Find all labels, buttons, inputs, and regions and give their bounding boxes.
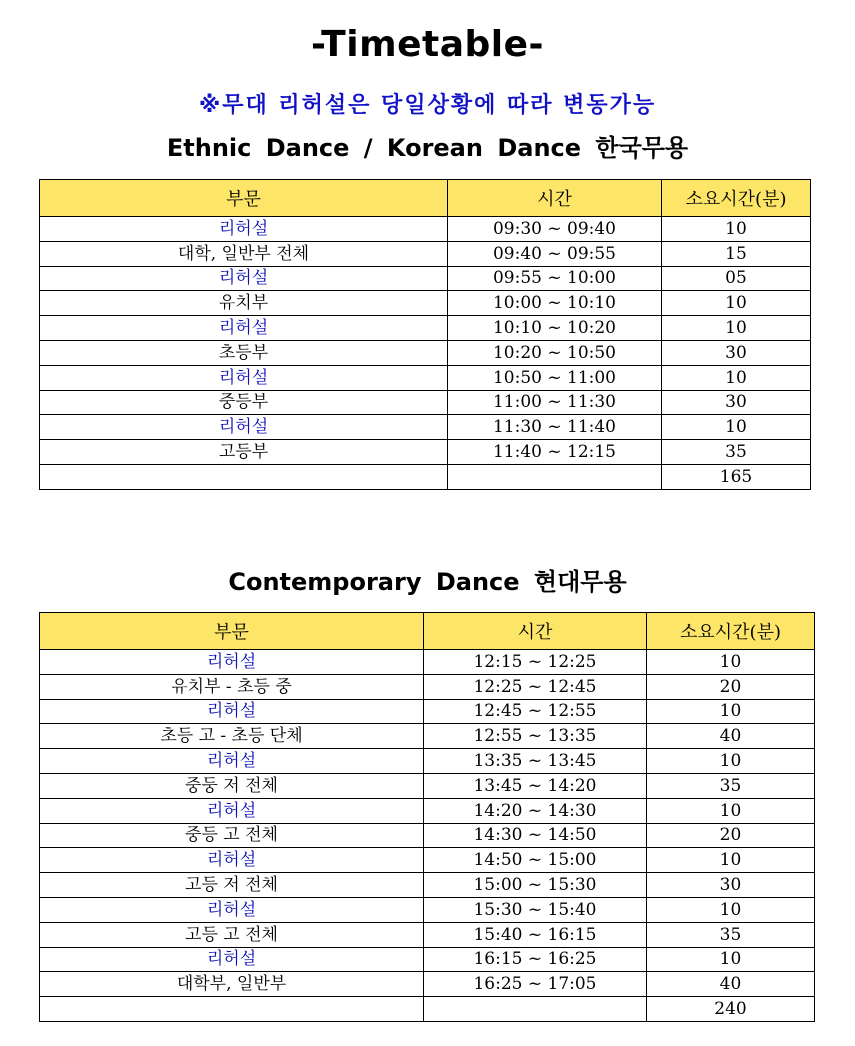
header-division: 부문 [40,180,448,217]
division-cell: 유치부 - 초등 중 [40,674,424,699]
table-row [40,749,815,774]
division-cell: 중둥 저 전체 [40,773,424,798]
duration-cell: 10 [647,798,815,823]
header-time: 시간 [448,180,662,217]
duration-cell: 20 [647,674,815,699]
table-row [40,798,815,823]
header-division: 부문 [40,613,424,650]
division-cell: 고등 고 전체 [40,922,424,947]
table-row [40,724,815,749]
division-cell: 리허설 [40,316,448,341]
time-cell: 09:30 ~ 09:40 [448,217,662,242]
time-cell: 09:55 ~ 10:00 [448,266,662,291]
table-header-row [40,613,815,650]
timetable-contemporary [39,612,815,1022]
duration-cell: 30 [662,390,811,415]
duration-cell: 35 [647,773,815,798]
table-row [40,947,815,972]
table-row [40,773,815,798]
table-row [40,848,815,873]
time-cell: 09:40 ~ 09:55 [448,241,662,266]
section-heading-contemporary: Contemporary Dance 현대무용 [228,568,627,596]
table-row [40,365,811,390]
division-cell: 대학, 일반부 전체 [40,241,448,266]
division-cell: 초등 고 - 초등 단체 [40,724,424,749]
table-header-row [40,180,811,217]
table-row [40,873,815,898]
table-row [40,316,811,341]
division-cell: 고등부 [40,440,448,465]
time-cell: 11:30 ~ 11:40 [448,415,662,440]
table-row [40,266,811,291]
table-row [40,897,815,922]
total-row [40,997,815,1022]
division-cell: 중등부 [40,390,448,415]
empty-cell [40,997,424,1022]
table-row [40,217,811,242]
section-heading-ethnic: Ethnic Dance / Korean Dance 한국무용 [166,134,689,162]
duration-cell: 10 [662,415,811,440]
division-cell: 리허설 [40,415,448,440]
duration-cell: 10 [647,848,815,873]
header-duration: 소요시간(분) [662,180,811,217]
duration-cell: 10 [647,650,815,675]
table-row [40,674,815,699]
empty-cell [40,464,448,489]
duration-cell: 10 [662,217,811,242]
duration-cell: 05 [662,266,811,291]
division-cell: 리허설 [40,699,424,724]
duration-cell: 20 [647,823,815,848]
duration-cell: 15 [662,241,811,266]
division-cell: 리허설 [40,650,424,675]
header-time: 시간 [424,613,647,650]
time-cell: 13:45 ~ 14:20 [424,773,647,798]
time-cell: 16:15 ~ 16:25 [424,947,647,972]
time-cell: 10:00 ~ 10:10 [448,291,662,316]
time-cell: 15:40 ~ 16:15 [424,922,647,947]
total-row [40,464,811,489]
time-cell: 12:45 ~ 12:55 [424,699,647,724]
time-cell: 14:20 ~ 14:30 [424,798,647,823]
rehearsal-notice: ※무대 리허설은 당일상황에 따라 변동가능 [198,93,657,118]
total-minutes: 165 [662,464,811,489]
duration-cell: 35 [647,922,815,947]
division-cell: 대학부, 일반부 [40,972,424,997]
duration-cell: 10 [647,947,815,972]
duration-cell: 35 [662,440,811,465]
time-cell: 12:15 ~ 12:25 [424,650,647,675]
duration-cell: 10 [647,897,815,922]
duration-cell: 40 [647,972,815,997]
table-row [40,340,811,365]
time-cell: 12:25 ~ 12:45 [424,674,647,699]
duration-cell: 10 [662,291,811,316]
duration-cell: 40 [647,724,815,749]
time-cell: 13:35 ~ 13:45 [424,749,647,774]
duration-cell: 10 [662,365,811,390]
time-cell: 16:25 ~ 17:05 [424,972,647,997]
duration-cell: 30 [662,340,811,365]
division-cell: 리허설 [40,217,448,242]
time-cell: 12:55 ~ 13:35 [424,724,647,749]
timetable-ethnic [39,179,811,490]
table-row [40,241,811,266]
division-cell: 유치부 [40,291,448,316]
duration-cell: 10 [647,699,815,724]
division-cell: 리허설 [40,365,448,390]
duration-cell: 30 [647,873,815,898]
table-row [40,415,811,440]
division-cell: 리허설 [40,848,424,873]
empty-cell [448,464,662,489]
table-row [40,972,815,997]
table-row [40,699,815,724]
table-row [40,440,811,465]
empty-cell [424,997,647,1022]
division-cell: 리허설 [40,947,424,972]
time-cell: 10:50 ~ 11:00 [448,365,662,390]
table-row [40,922,815,947]
table-row [40,650,815,675]
time-cell: 10:20 ~ 10:50 [448,340,662,365]
total-minutes: 240 [647,997,815,1022]
division-cell: 리허설 [40,798,424,823]
division-cell: 고등 저 전체 [40,873,424,898]
page-title: -Timetable- [311,24,544,65]
header-duration: 소요시간(분) [647,613,815,650]
time-cell: 10:10 ~ 10:20 [448,316,662,341]
time-cell: 15:30 ~ 15:40 [424,897,647,922]
duration-cell: 10 [662,316,811,341]
division-cell: 초등부 [40,340,448,365]
time-cell: 11:00 ~ 11:30 [448,390,662,415]
table-row [40,390,811,415]
time-cell: 14:30 ~ 14:50 [424,823,647,848]
table-row [40,823,815,848]
division-cell: 리허설 [40,897,424,922]
table-row [40,291,811,316]
time-cell: 14:50 ~ 15:00 [424,848,647,873]
time-cell: 15:00 ~ 15:30 [424,873,647,898]
time-cell: 11:40 ~ 12:15 [448,440,662,465]
division-cell: 중등 고 전체 [40,823,424,848]
division-cell: 리허설 [40,749,424,774]
division-cell: 리허설 [40,266,448,291]
duration-cell: 10 [647,749,815,774]
